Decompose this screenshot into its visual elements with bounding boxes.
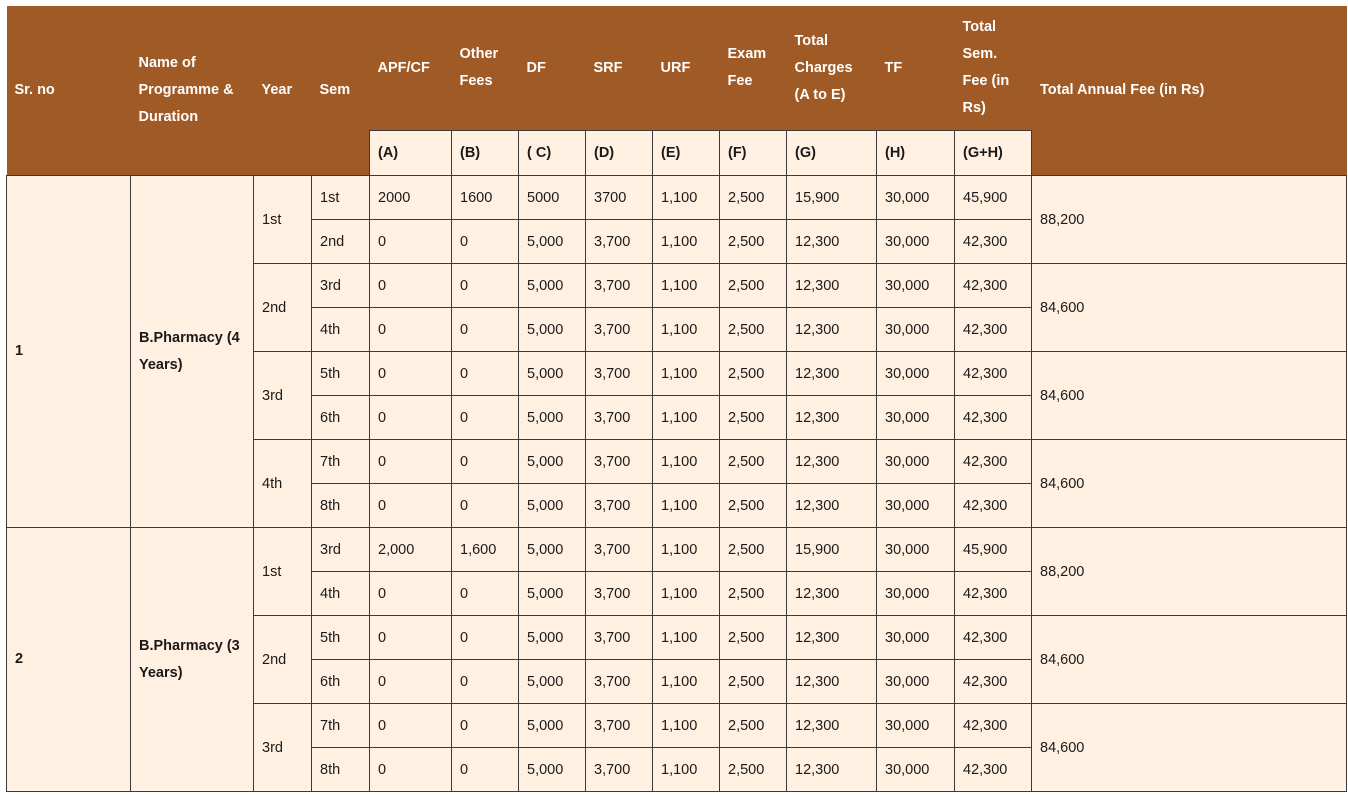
- urf-cell: 1,100: [653, 660, 720, 704]
- subheader-a: (A): [370, 131, 452, 176]
- total-sem-fee-cell: 42,300: [955, 616, 1032, 660]
- exam-fee-cell: 2,500: [720, 352, 787, 396]
- header-tf: TF: [877, 6, 955, 131]
- sem-cell: 6th: [312, 396, 370, 440]
- exam-fee-cell: 2,500: [720, 660, 787, 704]
- df-cell: 5,000: [519, 440, 586, 484]
- srf-cell: 3,700: [586, 264, 653, 308]
- sem-cell: 7th: [312, 440, 370, 484]
- other-fees-cell: 0: [452, 748, 519, 792]
- sr-no-cell: 1: [7, 176, 131, 528]
- apf-cf-cell: 0: [370, 308, 452, 352]
- tf-cell: 30,000: [877, 440, 955, 484]
- exam-fee-cell: 2,500: [720, 176, 787, 220]
- subheader-b: (B): [452, 131, 519, 176]
- exam-fee-cell: 2,500: [720, 748, 787, 792]
- total-charges-cell: 12,300: [787, 704, 877, 748]
- exam-fee-cell: 2,500: [720, 704, 787, 748]
- urf-cell: 1,100: [653, 176, 720, 220]
- other-fees-cell: 0: [452, 352, 519, 396]
- exam-fee-cell: 2,500: [720, 264, 787, 308]
- total-annual-fee-cell: 84,600: [1032, 352, 1347, 440]
- sem-cell: 8th: [312, 748, 370, 792]
- srf-cell: 3,700: [586, 484, 653, 528]
- tf-cell: 30,000: [877, 484, 955, 528]
- total-sem-fee-cell: 42,300: [955, 704, 1032, 748]
- urf-cell: 1,100: [653, 616, 720, 660]
- other-fees-cell: 0: [452, 704, 519, 748]
- header-programme: Name of Programme & Duration: [131, 6, 254, 176]
- exam-fee-cell: 2,500: [720, 572, 787, 616]
- header-srf: SRF: [586, 6, 653, 131]
- tf-cell: 30,000: [877, 660, 955, 704]
- tf-cell: 30,000: [877, 704, 955, 748]
- apf-cf-cell: 0: [370, 616, 452, 660]
- header-year: Year: [254, 6, 312, 176]
- sem-cell: 6th: [312, 660, 370, 704]
- exam-fee-cell: 2,500: [720, 528, 787, 572]
- urf-cell: 1,100: [653, 528, 720, 572]
- urf-cell: 1,100: [653, 264, 720, 308]
- total-sem-fee-cell: 42,300: [955, 748, 1032, 792]
- df-cell: 5,000: [519, 264, 586, 308]
- total-charges-cell: 12,300: [787, 572, 877, 616]
- total-sem-fee-cell: 42,300: [955, 572, 1032, 616]
- year-cell: 1st: [254, 176, 312, 264]
- df-cell: 5,000: [519, 748, 586, 792]
- total-sem-fee-cell: 42,300: [955, 440, 1032, 484]
- sem-cell: 1st: [312, 176, 370, 220]
- urf-cell: 1,100: [653, 440, 720, 484]
- exam-fee-cell: 2,500: [720, 396, 787, 440]
- apf-cf-cell: 0: [370, 440, 452, 484]
- other-fees-cell: 0: [452, 264, 519, 308]
- apf-cf-cell: 0: [370, 396, 452, 440]
- urf-cell: 1,100: [653, 484, 720, 528]
- total-charges-cell: 12,300: [787, 616, 877, 660]
- df-cell: 5,000: [519, 308, 586, 352]
- total-charges-cell: 12,300: [787, 440, 877, 484]
- total-charges-cell: 12,300: [787, 264, 877, 308]
- srf-cell: 3,700: [586, 396, 653, 440]
- year-cell: 2nd: [254, 616, 312, 704]
- total-charges-cell: 12,300: [787, 352, 877, 396]
- srf-cell: 3,700: [586, 440, 653, 484]
- other-fees-cell: 0: [452, 440, 519, 484]
- total-annual-fee-cell: 84,600: [1032, 264, 1347, 352]
- total-sem-fee-cell: 42,300: [955, 352, 1032, 396]
- sem-cell: 4th: [312, 308, 370, 352]
- tf-cell: 30,000: [877, 528, 955, 572]
- table-body: [7, 176, 1347, 792]
- subheader-g: (G): [787, 131, 877, 176]
- total-sem-fee-cell: 45,900: [955, 528, 1032, 572]
- table-row: [7, 528, 1347, 572]
- header-apf-cf: APF/CF: [370, 6, 452, 131]
- total-annual-fee-cell: 88,200: [1032, 528, 1347, 616]
- total-annual-fee-cell: 84,600: [1032, 704, 1347, 792]
- sem-cell: 5th: [312, 616, 370, 660]
- header-urf: URF: [653, 6, 720, 131]
- other-fees-cell: 0: [452, 484, 519, 528]
- apf-cf-cell: 0: [370, 748, 452, 792]
- apf-cf-cell: 2,000: [370, 528, 452, 572]
- srf-cell: 3,700: [586, 220, 653, 264]
- df-cell: 5,000: [519, 396, 586, 440]
- total-sem-fee-cell: 42,300: [955, 396, 1032, 440]
- urf-cell: 1,100: [653, 704, 720, 748]
- tf-cell: 30,000: [877, 748, 955, 792]
- total-charges-cell: 12,300: [787, 660, 877, 704]
- total-charges-cell: 12,300: [787, 396, 877, 440]
- other-fees-cell: 0: [452, 572, 519, 616]
- header-sr-no: Sr. no: [7, 6, 131, 176]
- tf-cell: 30,000: [877, 176, 955, 220]
- srf-cell: 3,700: [586, 660, 653, 704]
- subheader-f: (F): [720, 131, 787, 176]
- header-total-sem-fee: Total Sem. Fee (in Rs): [955, 6, 1032, 131]
- other-fees-cell: 1,600: [452, 528, 519, 572]
- df-cell: 5,000: [519, 572, 586, 616]
- sem-cell: 5th: [312, 352, 370, 396]
- other-fees-cell: 0: [452, 220, 519, 264]
- tf-cell: 30,000: [877, 264, 955, 308]
- header-sem: Sem: [312, 6, 370, 176]
- sem-cell: 7th: [312, 704, 370, 748]
- df-cell: 5,000: [519, 484, 586, 528]
- exam-fee-cell: 2,500: [720, 484, 787, 528]
- df-cell: 5,000: [519, 660, 586, 704]
- urf-cell: 1,100: [653, 308, 720, 352]
- urf-cell: 1,100: [653, 396, 720, 440]
- year-cell: 1st: [254, 528, 312, 616]
- total-charges-cell: 15,900: [787, 528, 877, 572]
- srf-cell: 3,700: [586, 352, 653, 396]
- df-cell: 5,000: [519, 616, 586, 660]
- year-cell: 3rd: [254, 352, 312, 440]
- other-fees-cell: 1600: [452, 176, 519, 220]
- other-fees-cell: 0: [452, 396, 519, 440]
- subheader-d: (D): [586, 131, 653, 176]
- df-cell: 5,000: [519, 352, 586, 396]
- tf-cell: 30,000: [877, 396, 955, 440]
- tf-cell: 30,000: [877, 616, 955, 660]
- header-df: DF: [519, 6, 586, 131]
- urf-cell: 1,100: [653, 748, 720, 792]
- sem-cell: 2nd: [312, 220, 370, 264]
- other-fees-cell: 0: [452, 616, 519, 660]
- total-charges-cell: 15,900: [787, 176, 877, 220]
- total-sem-fee-cell: 42,300: [955, 660, 1032, 704]
- total-sem-fee-cell: 42,300: [955, 264, 1032, 308]
- fee-structure-table: [6, 6, 1347, 792]
- exam-fee-cell: 2,500: [720, 440, 787, 484]
- table-header: [7, 6, 1347, 176]
- year-cell: 3rd: [254, 704, 312, 792]
- total-sem-fee-cell: 42,300: [955, 220, 1032, 264]
- fee-structure-table-container: [6, 6, 1346, 792]
- srf-cell: 3700: [586, 176, 653, 220]
- srf-cell: 3,700: [586, 616, 653, 660]
- srf-cell: 3,700: [586, 572, 653, 616]
- apf-cf-cell: 0: [370, 704, 452, 748]
- sem-cell: 4th: [312, 572, 370, 616]
- tf-cell: 30,000: [877, 220, 955, 264]
- apf-cf-cell: 0: [370, 572, 452, 616]
- sem-cell: 8th: [312, 484, 370, 528]
- apf-cf-cell: 0: [370, 660, 452, 704]
- exam-fee-cell: 2,500: [720, 308, 787, 352]
- total-sem-fee-cell: 42,300: [955, 484, 1032, 528]
- tf-cell: 30,000: [877, 572, 955, 616]
- subheader-g-plus-h: (G+H): [955, 131, 1032, 176]
- exam-fee-cell: 2,500: [720, 220, 787, 264]
- sr-no-cell: 2: [7, 528, 131, 792]
- apf-cf-cell: 0: [370, 264, 452, 308]
- df-cell: 5,000: [519, 704, 586, 748]
- header-total-annual-fee: Total Annual Fee (in Rs): [1032, 6, 1347, 176]
- df-cell: 5,000: [519, 528, 586, 572]
- urf-cell: 1,100: [653, 572, 720, 616]
- srf-cell: 3,700: [586, 748, 653, 792]
- header-total-charges: Total Charges (A to E): [787, 6, 877, 131]
- total-annual-fee-cell: 88,200: [1032, 176, 1347, 264]
- apf-cf-cell: 0: [370, 352, 452, 396]
- total-charges-cell: 12,300: [787, 308, 877, 352]
- table-row: [7, 176, 1347, 220]
- programme-name-cell: B.Pharmacy (4 Years): [131, 176, 254, 528]
- total-charges-cell: 12,300: [787, 484, 877, 528]
- srf-cell: 3,700: [586, 308, 653, 352]
- srf-cell: 3,700: [586, 704, 653, 748]
- total-charges-cell: 12,300: [787, 748, 877, 792]
- total-annual-fee-cell: 84,600: [1032, 616, 1347, 704]
- tf-cell: 30,000: [877, 308, 955, 352]
- total-sem-fee-cell: 42,300: [955, 308, 1032, 352]
- apf-cf-cell: 2000: [370, 176, 452, 220]
- sem-cell: 3rd: [312, 528, 370, 572]
- subheader-e: (E): [653, 131, 720, 176]
- exam-fee-cell: 2,500: [720, 616, 787, 660]
- total-sem-fee-cell: 45,900: [955, 176, 1032, 220]
- apf-cf-cell: 0: [370, 484, 452, 528]
- other-fees-cell: 0: [452, 308, 519, 352]
- urf-cell: 1,100: [653, 352, 720, 396]
- programme-name-cell: B.Pharmacy (3 Years): [131, 528, 254, 792]
- total-charges-cell: 12,300: [787, 220, 877, 264]
- tf-cell: 30,000: [877, 352, 955, 396]
- year-cell: 4th: [254, 440, 312, 528]
- total-annual-fee-cell: 84,600: [1032, 440, 1347, 528]
- subheader-h: (H): [877, 131, 955, 176]
- year-cell: 2nd: [254, 264, 312, 352]
- df-cell: 5,000: [519, 220, 586, 264]
- other-fees-cell: 0: [452, 660, 519, 704]
- apf-cf-cell: 0: [370, 220, 452, 264]
- urf-cell: 1,100: [653, 220, 720, 264]
- sem-cell: 3rd: [312, 264, 370, 308]
- subheader-c: ( C): [519, 131, 586, 176]
- header-other-fees: Other Fees: [452, 6, 519, 131]
- df-cell: 5000: [519, 176, 586, 220]
- header-exam-fee: Exam Fee: [720, 6, 787, 131]
- srf-cell: 3,700: [586, 528, 653, 572]
